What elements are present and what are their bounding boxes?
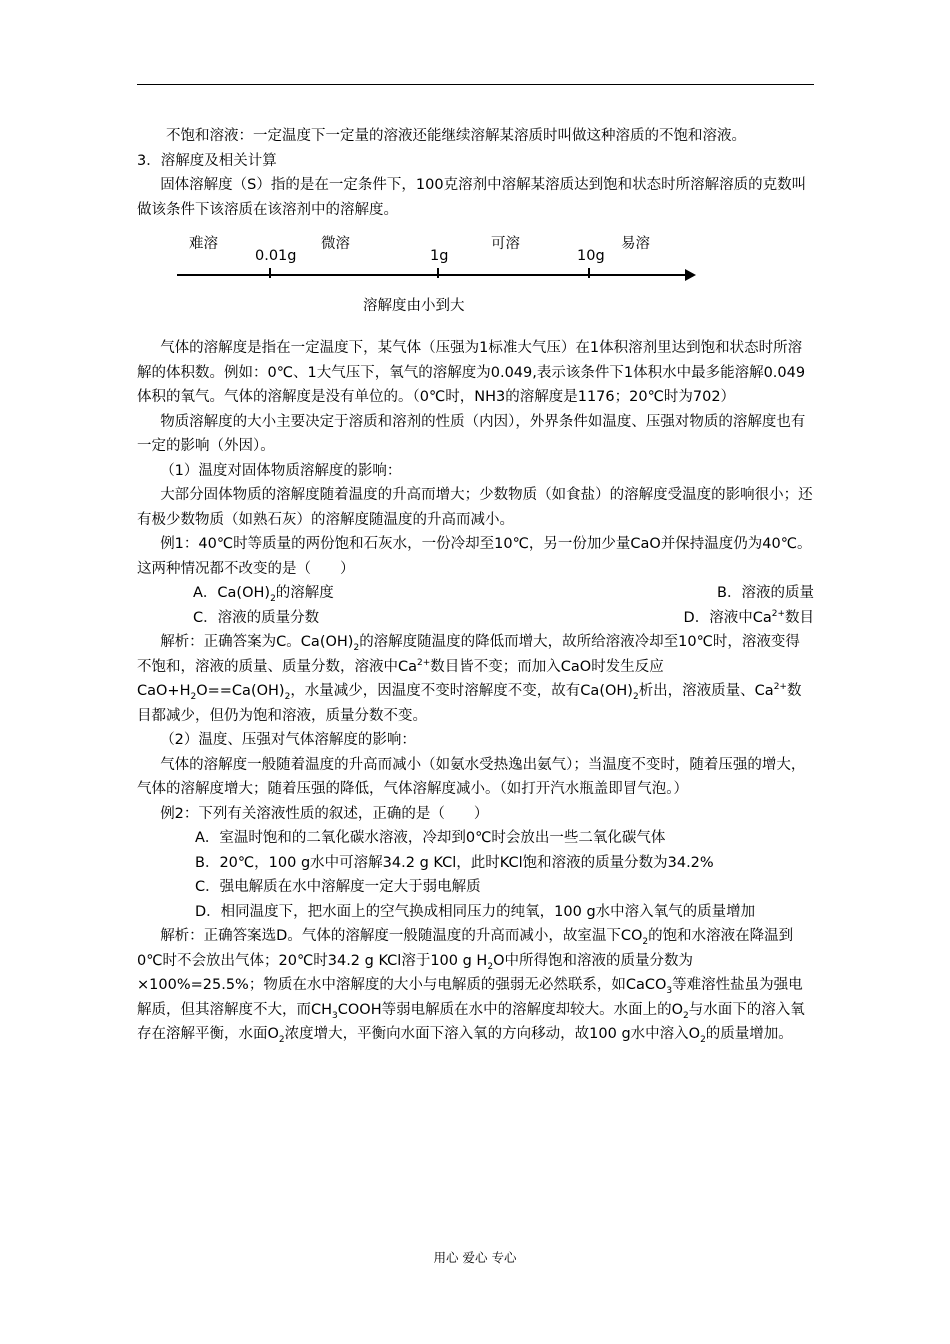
page-footer: 用心 爱心 专心 bbox=[433, 1250, 517, 1265]
scale-axis bbox=[177, 274, 687, 276]
paragraph-temperature-effect: 大部分固体物质的溶解度随着温度的升高而增大；少数物质（如食盐）的溶解度受温度的影响很小；还有极少数物质（如熟石灰）的溶解度随温度的升高而减小。 bbox=[137, 487, 813, 528]
example-1-option-b: B．溶液的质量 bbox=[717, 585, 814, 601]
example-1-analysis: 解析：正确答案为C。$Ca(OH)_2$的溶解度随温度的降低而增大，故所给溶液冷却至10℃时，溶液变得不饱和，溶液的质量、质量分数，溶液中$Ca^{2+}$数目皆不变；而加入CaO时发生反应$CaO+H_2O==Ca(OH)_2$，水量减少，因温度不变时溶解度不变，故有$Ca(OH)_2$析出，溶液质量、$Ca^{2+}$数目都减少，但仍为饱和溶液，质量分数不变。 bbox=[137, 634, 802, 724]
scale-threshold-10g: 10g bbox=[577, 248, 605, 264]
paragraph-solid-solubility: 固体溶解度（S）指的是在一定条件下，100克溶剂中溶解某溶质达到饱和状态时所溶解溶质的克数叫做该条件下该溶质在该溶剂中的溶解度。 bbox=[137, 177, 807, 218]
paragraph-gas-solubility: 气体的溶解度是指在一定温度下，某气体（压强为1标准大气压）在1体积溶剂里达到饱和状态时所溶解的体积数。例如：0℃、1大气压下，氧气的溶解度为0.049,表示该条件下1体积水中最多能溶解0.049体积的氧气。气体的溶解度是没有单位的。（0℃时，NH3的溶解度是1176；20℃时为702） bbox=[137, 340, 806, 405]
scale-tick-10g bbox=[588, 268, 590, 278]
example-1-question: 例1：40℃时等质量的两份饱和石灰水，一份冷却至10℃，另一份加少量CaO并保持温度仍为40℃。这两种情况都不改变的是（ ） bbox=[137, 536, 812, 577]
example-2-question: 例2：下列有关溶液性质的叙述，正确的是（ ） bbox=[160, 805, 489, 822]
example-1-option-c: C．溶液的质量分数 bbox=[193, 609, 320, 626]
paragraph-factors: 物质溶解度的大小主要决定于溶质和溶剂的性质（内因），外界条件如温度、压强对物质的溶解度也有一定的影响（外因）。 bbox=[137, 413, 806, 454]
document-body bbox=[137, 124, 814, 1047]
scale-label-soluble: 可溶 bbox=[491, 236, 520, 252]
paragraph-gas-effect: 气体的溶解度一般随着温度的升高而减小（如氨水受热逸出氨气）；当温度不变时，随着压强的增大，气体的溶解度增大；随着压强的降低，气体溶解度减小。（如打开汽水瓶盖即冒气泡。） bbox=[137, 756, 806, 797]
example-1-option-a: A．$Ca(OH)_2$的溶解度 bbox=[193, 585, 334, 604]
example-2-option-b: B．20℃，100 g水中可溶解34.2 g KCl，此时KCl饱和溶液的质量分数为34.2% bbox=[195, 854, 714, 871]
scale-arrowhead bbox=[685, 269, 696, 281]
example-2-analysis: 解析：正确答案选D。气体的溶解度一般随温度的升高而减小，故室温下$CO_2$的饱和水溶液在降温到0℃时不会放出气体；20℃时34.2 g KCl溶于100 g $H_2O$中所得饱和溶液的质量分数为×100%=25.5%；物质在水中溶解度的大小与电解质的强弱无必然联系，如CaCO$_3$等难溶性盐虽为强电解质，但其溶解度不大，而$CH_3COOH$等弱电解质在水中的溶解度却较大。水面上的$O_2$与水面下的溶入氧存在溶解平衡，水面$O_2$浓度增大，平衡向水面下溶入氧的方向移动，故100 g水中溶入$O_2$的质量增加。 bbox=[137, 928, 805, 1045]
subheading-gas-solubility: （2）温度、压强对气体溶解度的影响： bbox=[160, 732, 416, 748]
scale-label-insoluble: 难溶 bbox=[189, 236, 218, 252]
scale-threshold-0-01g: 0.01g bbox=[255, 248, 297, 264]
example-1-options-cd bbox=[137, 606, 814, 631]
header-rule bbox=[137, 84, 814, 85]
subheading-temperature-solid: （1）温度对固体物质溶解度的影响： bbox=[160, 462, 402, 479]
paragraph-unsaturated: 不饱和溶液：一定温度下一定量的溶液还能继续溶解某溶质时叫做这种溶质的不饱和溶液。 bbox=[166, 128, 746, 144]
scale-tick-1g bbox=[437, 268, 439, 278]
scale-label-slightly-soluble: 微溶 bbox=[321, 236, 350, 252]
scale-caption: 溶解度由小到大 bbox=[363, 298, 465, 314]
scale-threshold-1g: 1g bbox=[430, 248, 449, 264]
example-2-option-a: A．室温时饱和的二氧化碳水溶液，冷却到0℃时会放出一些二氧化碳气体 bbox=[195, 830, 666, 846]
solubility-scale-diagram bbox=[137, 224, 814, 332]
example-2-option-d: D．相同温度下，把水面上的空气换成相同压力的纯氧，100 g水中溶入氧气的质量增加 bbox=[195, 903, 756, 920]
example-1-options-ab bbox=[137, 581, 814, 606]
section-heading-3: 3．溶解度及相关计算 bbox=[137, 152, 277, 169]
scale-label-easily-soluble: 易溶 bbox=[621, 236, 650, 252]
scale-tick-0-01g bbox=[269, 268, 271, 278]
example-1-option-d: D．溶液中$Ca^{2+}$数目 bbox=[683, 608, 814, 626]
example-2-option-c: C．强电解质在水中溶解度一定大于弱电解质 bbox=[195, 879, 481, 895]
